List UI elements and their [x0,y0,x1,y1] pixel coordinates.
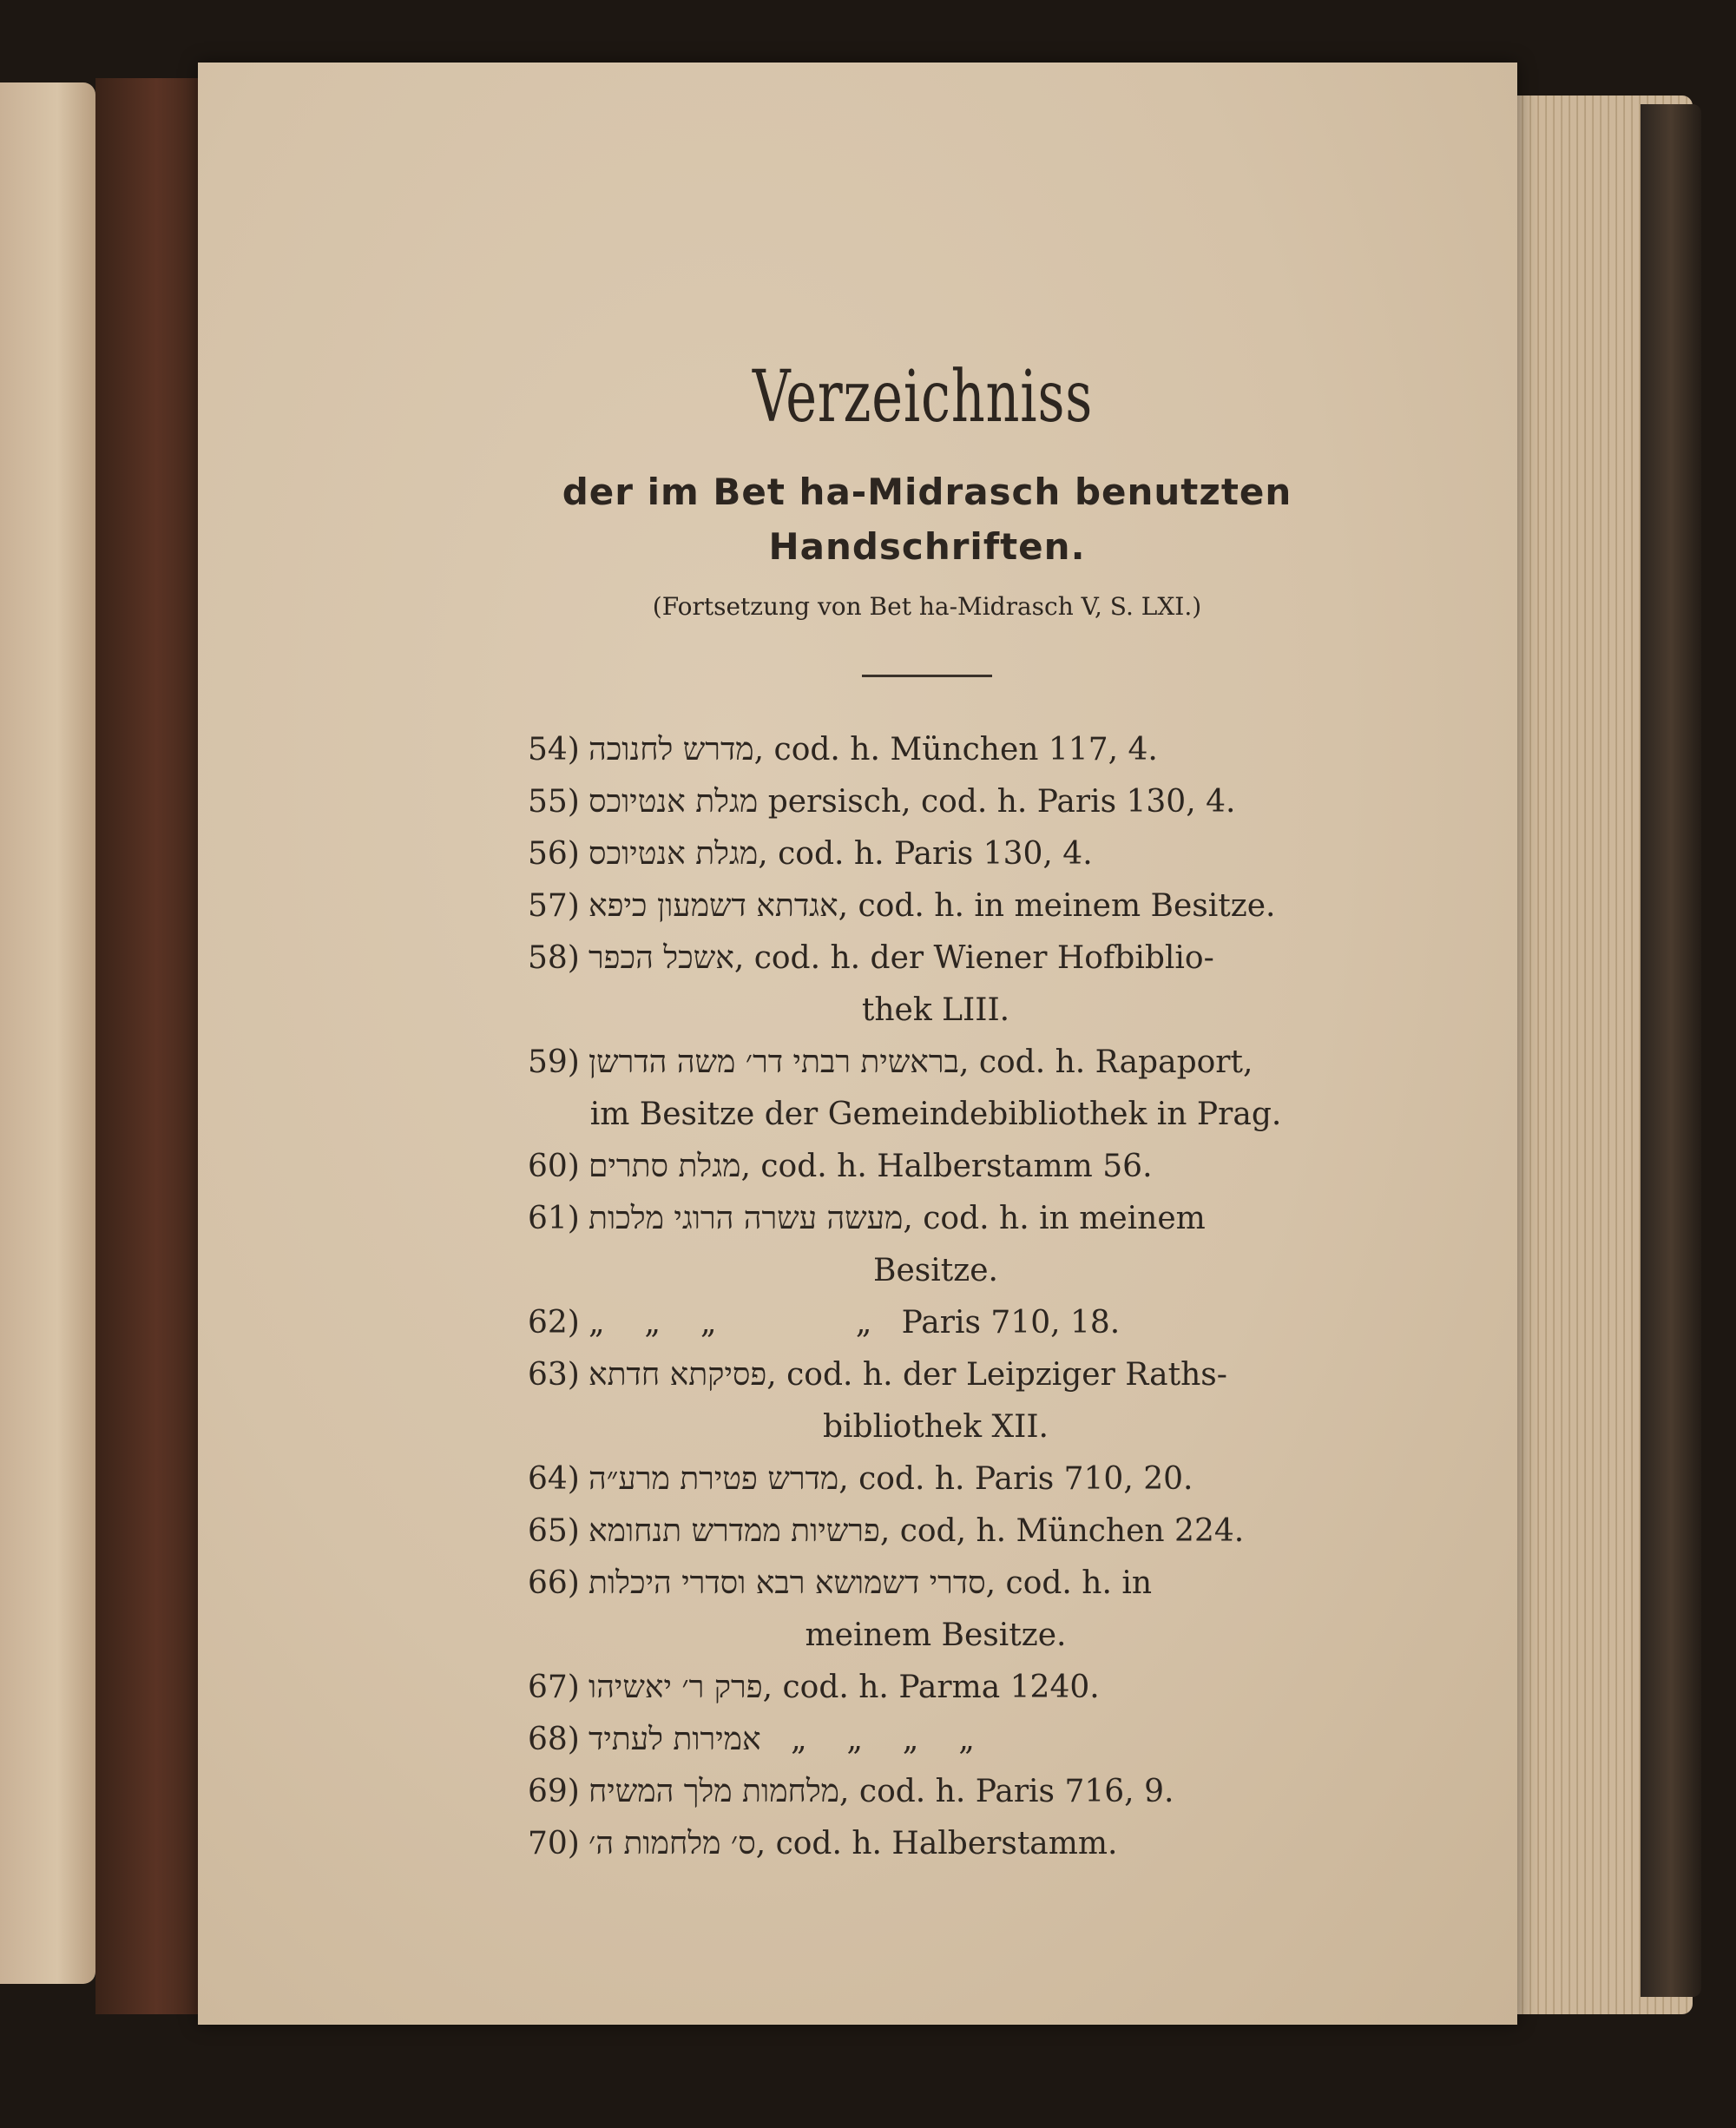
entry-number: 65) [528,1513,580,1549]
entry-number: 64) [528,1461,580,1497]
hebrew-title: מגלת סתרים [589,1149,741,1184]
entry-number: 54) [528,732,580,768]
list-item [528,1453,1344,1505]
list-item [528,1349,1344,1401]
entry-number: 68) [528,1722,580,1757]
entry-citation: , cod. h. Paris 130, 4. [758,836,1093,872]
list-item [528,1714,1344,1766]
hebrew-title: פסיקתא חדתא [589,1357,767,1393]
entry-number: 55) [528,784,580,820]
book-cover-edge [1641,104,1701,1997]
list-item [528,828,1344,880]
entry-citation: , cod. h. Halberstamm 56. [740,1149,1153,1184]
entry-number: 67) [528,1670,580,1705]
entry-number: 58) [528,940,580,976]
manuscript-list [528,724,1344,1870]
entry-number: 60) [528,1149,580,1184]
entry-citation: , cod. h. in meinem Besitze. [838,888,1276,924]
entry-number: 56) [528,836,580,872]
entry-continuation: thek LIII. [861,992,1010,1028]
entry-continuation: im Besitze der Gemeindebibliothek in Prag. [589,1097,1282,1132]
list-item [528,776,1344,828]
list-item [528,932,1344,985]
left-page-edge [0,82,95,1984]
hebrew-title: מלחמות מלך המשיח [589,1774,840,1809]
list-item [528,1193,1344,1245]
entry-citation: , cod. h. der Wiener Hofbiblio- [733,940,1214,976]
entry-number: 62) [528,1305,580,1341]
entry-citation: persisch, cod. h. Paris 130, 4. [758,784,1236,820]
page-subtitle-line1: der im Bet ha-Midrasch benutzten [562,471,1292,513]
entry-number: 69) [528,1774,580,1809]
entry-number: 63) [528,1357,580,1393]
entry-citation: , cod. h. Parma 1240. [762,1670,1100,1705]
entry-citation: „ „ „ „ [760,1722,975,1757]
entry-number: 70) [528,1826,580,1861]
entry-number: 59) [528,1044,580,1080]
entry-citation: , cod, h. München 224. [879,1513,1245,1549]
hebrew-title: מגלת אנטיוכס [589,836,759,872]
entry-citation: , cod. h. der Leipziger Raths- [766,1357,1227,1393]
hebrew-title: סדרי דשמושא רבא וסדרי היכלות [589,1565,986,1601]
list-item [528,1297,1344,1349]
list-item [528,1818,1344,1870]
hebrew-title: פרשיות ממדרש תנחומא [589,1513,880,1549]
hebrew-title: ס׳ מלחמות ה׳ [589,1826,756,1861]
hebrew-title: אגדתא דשמעון כיפא [589,888,838,924]
hebrew-title: פרק ר׳ יאשיהו [589,1670,763,1705]
page-title: Verzeichniss [752,356,1094,438]
list-item [528,1037,1344,1089]
entry-number: 61) [528,1201,580,1236]
list-item [528,1505,1344,1558]
hebrew-title: מעשה עשרה הרוגי מלכות [589,1201,904,1236]
divider-rule [862,675,992,677]
hebrew-title: מגלת אנטיוכס [589,784,759,820]
continuation-note: (Fortsetzung von Bet ha-Midrasch V, S. LXI.) [652,592,1202,621]
entry-citation: , cod. h. in [985,1565,1153,1601]
list-item [528,1141,1344,1193]
book-page [198,63,1517,2025]
entry-citation: , cod. h. in meinem [903,1201,1206,1236]
entry-continuation: meinem Besitze. [805,1617,1067,1653]
entry-citation: , cod. h. Rapaport, [958,1044,1253,1080]
entry-number: 66) [528,1565,580,1601]
page-subtitle-line2: Handschriften. [768,525,1086,568]
entry-continuation: Besitze. [873,1253,998,1288]
list-item [528,724,1344,776]
hebrew-title: בראשית רבתי דר׳ משה הדרשן [589,1044,959,1080]
hebrew-title: אמירות לעתיד [589,1722,761,1757]
hebrew-title: מדרש לחנוכה [589,732,754,768]
list-item [528,880,1344,932]
entry-number: 57) [528,888,580,924]
list-item [528,1558,1344,1610]
list-item [528,1766,1344,1818]
entry-continuation: bibliothek XII. [822,1409,1049,1445]
entry-citation: „ „ „ „ Paris 710, 18. [589,1305,1121,1341]
entry-citation: , cod. h. Paris 716, 9. [839,1774,1174,1809]
list-item [528,1662,1344,1714]
hebrew-title: אשכל הכפר [589,940,734,976]
entry-citation: , cod. h. Paris 710, 20. [838,1461,1194,1497]
hebrew-title: מדרש פטירת מרע״ה [589,1461,839,1497]
entry-citation: , cod. h. Halberstamm. [755,1826,1118,1861]
entry-citation: , cod. h. München 117, 4. [753,732,1158,768]
